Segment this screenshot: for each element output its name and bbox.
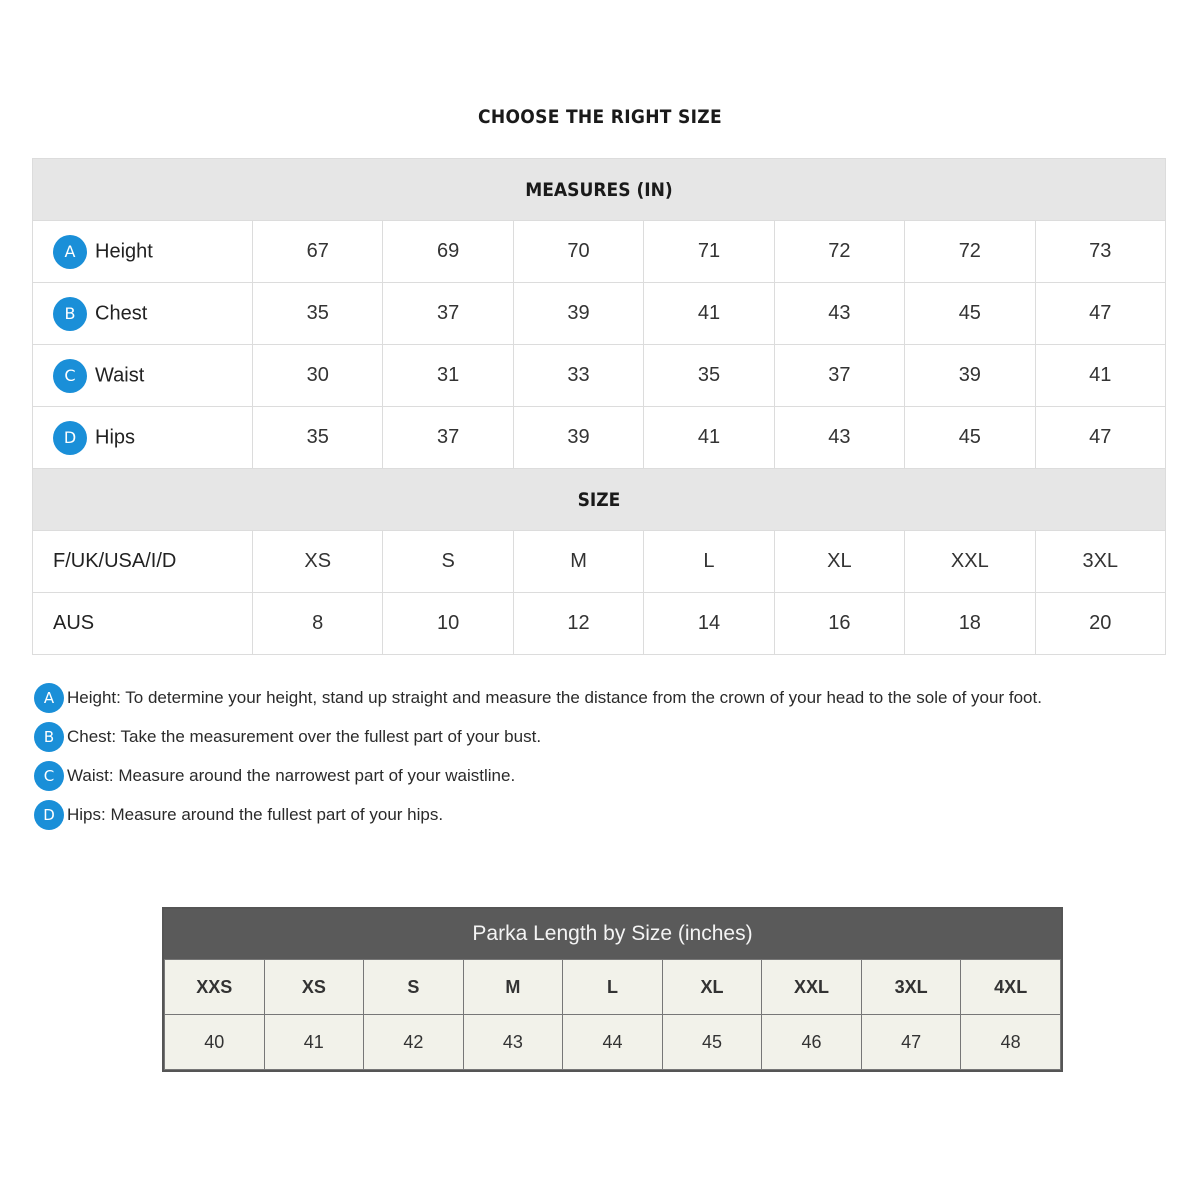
parka-length-cell: 45 (662, 1015, 762, 1070)
parka-size-cell: XL (662, 960, 762, 1015)
table-cell: XL (774, 531, 904, 593)
measure-label-cell (33, 283, 253, 345)
measure-label-cell (33, 221, 253, 283)
size-header-row (33, 469, 1166, 531)
table-cell: 41 (644, 283, 774, 345)
table-cell: 35 (644, 345, 774, 407)
table-cell: 39 (513, 407, 643, 469)
measures-header-row (33, 159, 1166, 221)
measure-label-cell (33, 345, 253, 407)
table-cell: XS (253, 531, 383, 593)
parka-size-cell: L (563, 960, 663, 1015)
note-hips (34, 795, 1184, 834)
parka-size-cell: 4XL (961, 960, 1061, 1015)
parka-size-cell: XXL (762, 960, 862, 1015)
table-cell: 71 (644, 221, 774, 283)
size-row-aus (33, 593, 1166, 655)
table-cell: 41 (644, 407, 774, 469)
table-cell: 43 (774, 283, 904, 345)
table-cell: 41 (1035, 345, 1165, 407)
note-text: Height: To determine your height, stand up straight and measure the distance from the crown of your head to the sole of your foot. (67, 687, 1042, 707)
table-cell: 35 (253, 407, 383, 469)
parka-size-cell: S (364, 960, 464, 1015)
table-cell: M (513, 531, 643, 593)
table-cell: 33 (513, 345, 643, 407)
parka-length-cell: 47 (861, 1015, 961, 1070)
measure-row-hips (33, 407, 1166, 469)
size-header: SIZE (33, 469, 1166, 531)
table-cell: 35 (253, 283, 383, 345)
parka-length-cell: 42 (364, 1015, 464, 1070)
table-cell: 37 (774, 345, 904, 407)
table-cell: 14 (644, 593, 774, 655)
parka-length-cell: 41 (264, 1015, 364, 1070)
parka-size-row (165, 960, 1061, 1015)
table-cell: 67 (253, 221, 383, 283)
note-waist (34, 756, 1184, 795)
measure-label: Chest (95, 302, 148, 324)
page-title: CHOOSE THE RIGHT SIZE (478, 106, 722, 128)
note-height (34, 678, 1184, 717)
measure-label: Waist (95, 364, 145, 386)
table-cell: 39 (513, 283, 643, 345)
table-cell: 45 (905, 407, 1035, 469)
parka-length-cell: 43 (463, 1015, 563, 1070)
table-cell: L (644, 531, 774, 593)
badge-d-icon: D (53, 421, 87, 455)
parka-length-cell: 46 (762, 1015, 862, 1070)
table-cell: 3XL (1035, 531, 1165, 593)
badge-a-icon: A (34, 683, 64, 713)
table-cell: 30 (253, 345, 383, 407)
badge-b-icon: B (53, 297, 87, 331)
badge-d-icon: D (34, 800, 64, 830)
parka-size-cell: 3XL (861, 960, 961, 1015)
size-row-eu (33, 531, 1166, 593)
table-cell: 12 (513, 593, 643, 655)
note-text: Chest: Take the measurement over the fullest part of your bust. (67, 726, 542, 746)
measures-header: MEASURES (IN) (33, 159, 1166, 221)
table-cell: 16 (774, 593, 904, 655)
table-cell: S (383, 531, 513, 593)
note-chest (34, 717, 1184, 756)
note-text: Waist: Measure around the narrowest part of your waistline. (67, 765, 516, 785)
size-chart-table (32, 158, 1166, 655)
note-text: Hips: Measure around the fullest part of your hips. (67, 804, 444, 824)
table-cell: 37 (383, 407, 513, 469)
table-cell: 45 (905, 283, 1035, 345)
table-cell: 69 (383, 221, 513, 283)
table-cell: 18 (905, 593, 1035, 655)
size-label: AUS (33, 593, 253, 655)
measure-row-chest (33, 283, 1166, 345)
table-cell: 39 (905, 345, 1035, 407)
table-cell: 43 (774, 407, 904, 469)
table-cell: 47 (1035, 283, 1165, 345)
table-cell: 20 (1035, 593, 1165, 655)
table-cell: 37 (383, 283, 513, 345)
parka-grid (164, 959, 1061, 1070)
measure-label: Height (95, 240, 153, 262)
parka-size-cell: XS (264, 960, 364, 1015)
parka-length-cell: 44 (563, 1015, 663, 1070)
parka-size-cell: XXS (165, 960, 265, 1015)
table-cell: 8 (253, 593, 383, 655)
measure-label-cell (33, 407, 253, 469)
parka-length-row (165, 1015, 1061, 1070)
table-cell: XXL (905, 531, 1035, 593)
measure-row-height (33, 221, 1166, 283)
table-cell: 72 (774, 221, 904, 283)
measurement-notes (34, 678, 1184, 834)
measure-row-waist (33, 345, 1166, 407)
parka-title: Parka Length by Size (inches) (164, 909, 1061, 959)
table-cell: 70 (513, 221, 643, 283)
table-cell: 10 (383, 593, 513, 655)
table-cell: 73 (1035, 221, 1165, 283)
parka-length-cell: 40 (165, 1015, 265, 1070)
table-cell: 31 (383, 345, 513, 407)
parka-length-table (162, 907, 1063, 1072)
parka-size-cell: M (463, 960, 563, 1015)
measure-label: Hips (95, 426, 136, 448)
size-label: F/UK/USA/I/D (33, 531, 253, 593)
badge-c-icon: C (34, 761, 64, 791)
badge-c-icon: C (53, 359, 87, 393)
badge-b-icon: B (34, 722, 64, 752)
table-cell: 47 (1035, 407, 1165, 469)
badge-a-icon: A (53, 235, 87, 269)
table-cell: 72 (905, 221, 1035, 283)
parka-length-cell: 48 (961, 1015, 1061, 1070)
